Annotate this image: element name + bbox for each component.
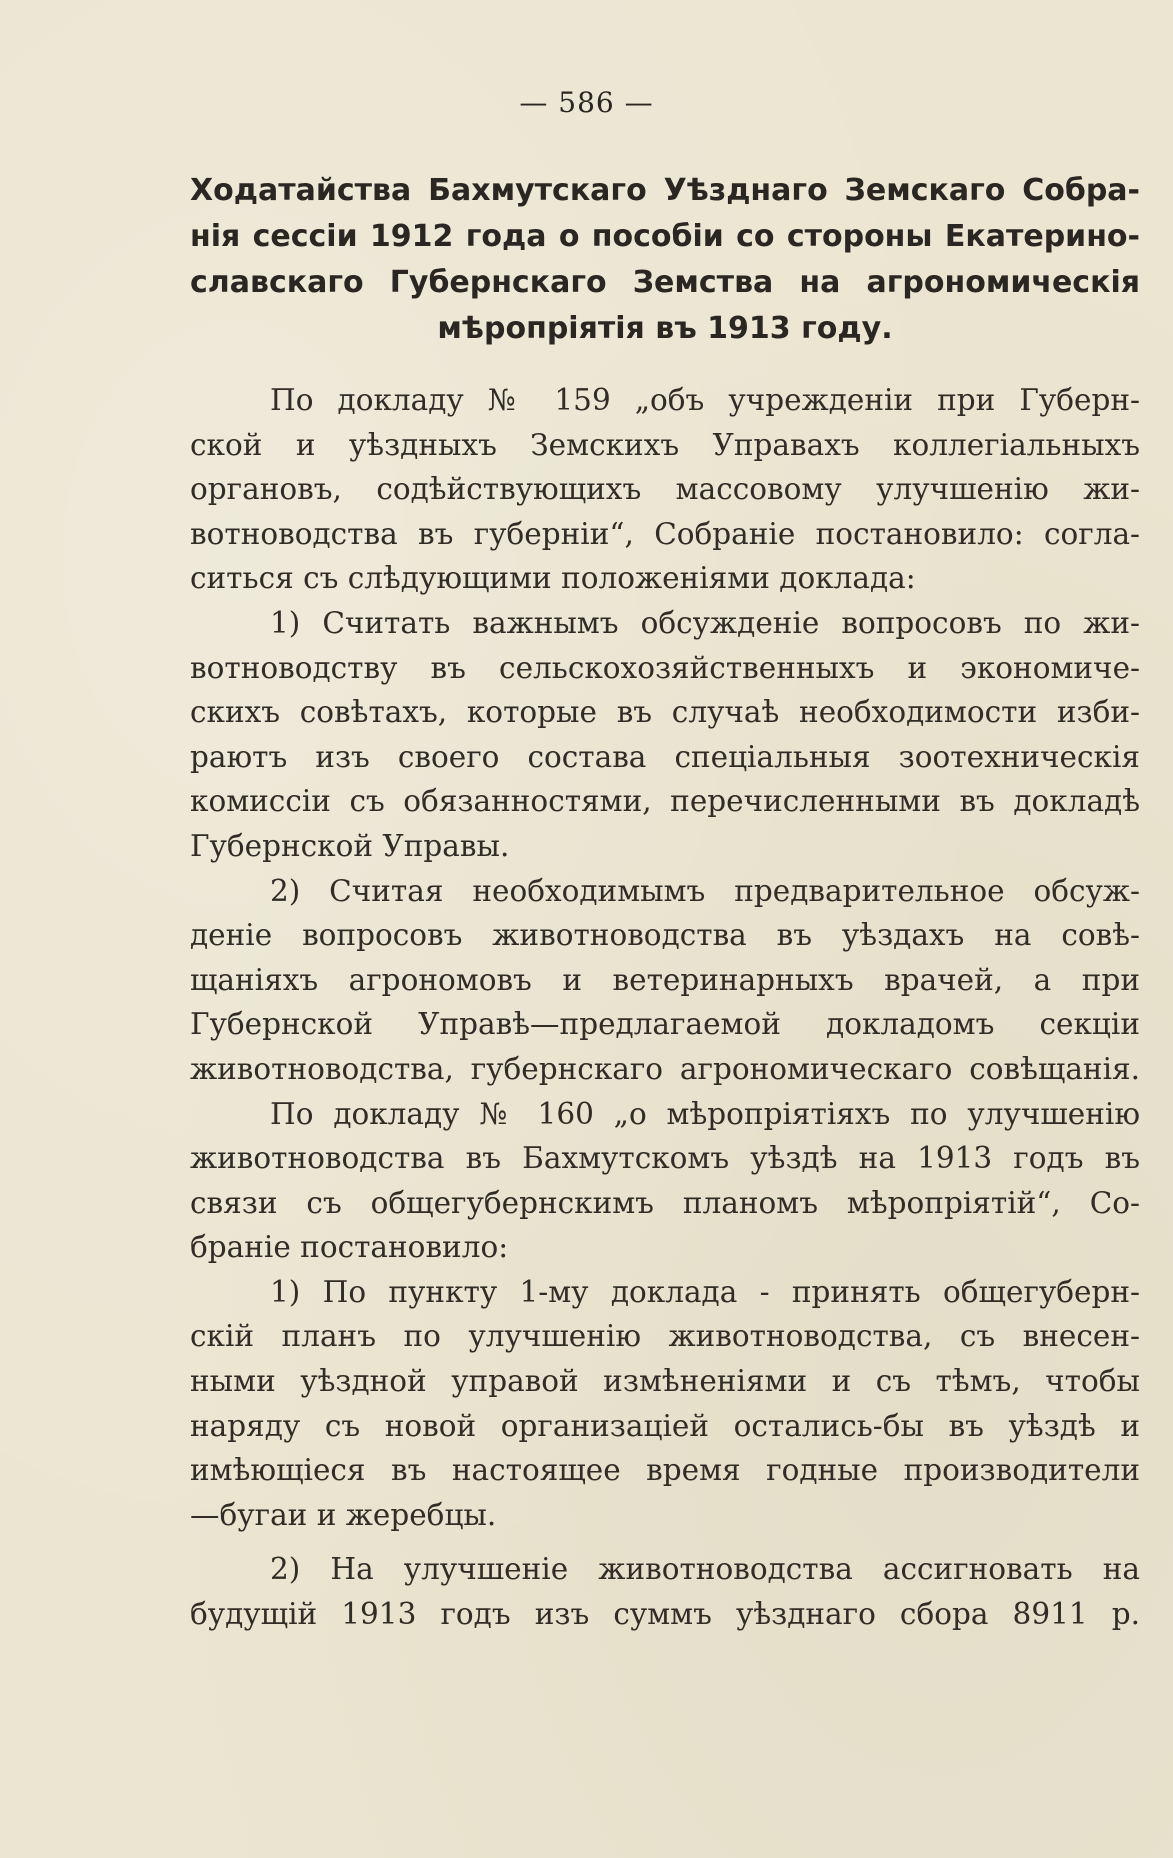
text-line: 2) Считая необходимымъ предварительное обсуж- — [270, 873, 1140, 908]
text-line: будущій 1913 годъ изъ суммъ уѣзднаго сбора 8911 р. — [190, 1597, 1140, 1632]
text-line: органовъ, содѣйствующихъ массовому улучшенію жи- — [190, 472, 1140, 507]
text-line: животноводства въ Бахмутскомъ уѣздѣ на 1913 годъ въ — [190, 1141, 1140, 1176]
text-line: По докладу № 160 „о мѣропріятіяхъ по улучшенію — [270, 1096, 1140, 1131]
text-line: скихъ совѣтахъ, которые въ случаѣ необходимости изби- — [190, 695, 1140, 730]
text-line: браніе постановило: — [190, 1230, 509, 1265]
title-line: Ходатайства Бахмутскаго Уѣзднаго Земскаго Собра- — [190, 173, 1140, 208]
text-line: скій планъ по улучшенію животноводства, съ внесен- — [190, 1319, 1140, 1354]
text-line: вотноводства въ губерніи“, Собраніе постановило: согла- — [190, 516, 1140, 551]
title-line: мѣропріятія въ 1913 году. — [437, 311, 893, 346]
paragraph-report-159 — [190, 378, 1140, 601]
paragraph-item-1 — [190, 601, 1140, 869]
section-title — [190, 168, 1140, 352]
text-line: комиссіи съ обязанностями, перечисленными въ докладѣ — [190, 784, 1140, 819]
title-line: славскаго Губернскаго Земства на агрономическія — [190, 265, 1140, 300]
text-line: раютъ изъ своего состава спеціальныя зоотехническія — [190, 739, 1140, 774]
text-line: деніе вопросовъ животноводства въ уѣздахъ на совѣ- — [190, 918, 1140, 953]
text-line: ской и уѣздныхъ Земскихъ Управахъ коллегіальныхъ — [190, 427, 1140, 462]
body-text — [190, 378, 1140, 1637]
text-line: Губернской Управѣ—предлагаемой докладомъ секціи — [190, 1007, 1140, 1042]
text-line: вотноводству въ сельскохозяйственныхъ и экономиче- — [190, 650, 1140, 685]
text-line: Губернской Управы. — [190, 828, 510, 863]
text-line: 1) Считать важнымъ обсужденіе вопросовъ по жи- — [270, 605, 1140, 640]
text-line: щаніяхъ агрономовъ и ветеринарныхъ врачей, а при — [190, 962, 1140, 997]
text-line: По докладу № 159 „объ учрежденіи при Губерн- — [270, 383, 1140, 417]
page-number: — 586 — — [519, 86, 654, 119]
text-line: животноводства, губернскаго агрономическаго совѣщанія. — [190, 1051, 1140, 1086]
text-line: 1) По пункту 1-му доклада - принять общегуберн- — [270, 1274, 1140, 1309]
text-line: связи съ общегубернскимъ планомъ мѣропріятій“, Со- — [190, 1185, 1140, 1220]
text-line: 2) На улучшеніе животноводства ассигновать на — [270, 1552, 1140, 1587]
spacer — [190, 1537, 1140, 1547]
text-line: имѣющіеся въ настоящее время годные производители — [190, 1453, 1140, 1488]
text-line: —бугаи и жеребцы. — [190, 1497, 497, 1532]
text-line: наряду съ новой организаціей остались-бы въ уѣздѣ и — [190, 1408, 1140, 1443]
text-line: ными уѣздной управой измѣненіями и съ тѣмъ, чтобы — [190, 1364, 1140, 1399]
title-line: нія сессіи 1912 года о пособіи со стороны Екатерино- — [190, 219, 1140, 254]
paragraph-report-160 — [190, 1092, 1140, 1270]
text-line: ситься съ слѣдующими положеніями доклада: — [190, 561, 916, 596]
paragraph-decision-1 — [190, 1270, 1140, 1538]
paragraph-item-2 — [190, 869, 1140, 1092]
paragraph-decision-2 — [190, 1547, 1140, 1636]
